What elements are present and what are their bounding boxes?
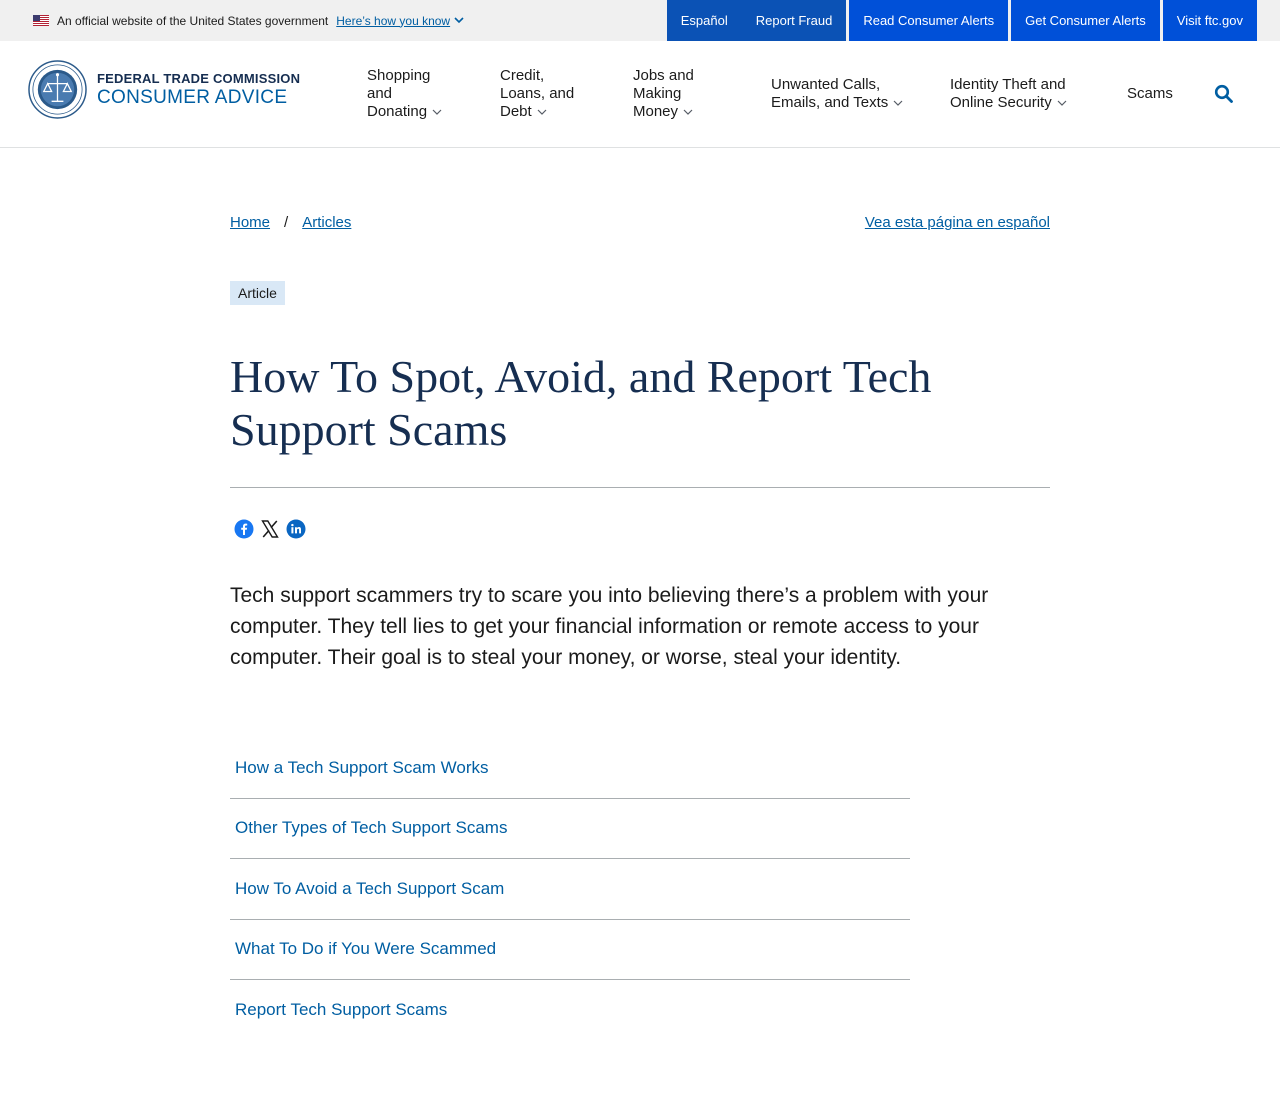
nav-item-label: Jobs and Making Money [633,67,694,120]
breadcrumb [230,214,351,231]
breadcrumb-separator: / [284,214,289,231]
toc-item [230,799,910,860]
heres-how-you-know-link[interactable] [336,14,464,28]
breadcrumb-home[interactable]: Home [230,214,271,231]
logo-agency-name: FEDERAL TRADE COMMISSION [97,70,301,86]
nav-item-label: Unwanted Calls, Emails, and Texts [771,76,889,111]
utility-link-get-consumer-alerts[interactable]: Get Consumer Alerts [1011,0,1160,41]
gov-banner-text: An official website of the United States government [57,13,329,28]
toc-link-how-to-avoid[interactable]: How To Avoid a Tech Support Scam [235,878,505,898]
nav-item-label: Identity Theft and Online Security [950,76,1066,111]
nav-item-jobs-making-money[interactable] [633,67,743,121]
page-title: How To Spot, Avoid, and Report Tech Support Scams [230,351,932,455]
nav-item-label: Credit, Loans, and Debt [500,67,575,120]
toc-item [230,920,910,981]
x-twitter-icon[interactable] [260,519,280,539]
breadcrumb-articles[interactable]: Articles [302,214,352,231]
spanish-version-link[interactable]: Vea esta página en español [864,214,1050,231]
utility-nav [667,0,1257,41]
toc-link-other-types[interactable]: Other Types of Tech Support Scams [235,818,508,838]
nav-item-identity-theft[interactable] [950,76,1100,112]
table-of-contents [230,738,910,1041]
toc-link-how-scam-works[interactable]: How a Tech Support Scam Works [235,757,489,777]
nav-item-shopping-donating[interactable] [367,67,477,121]
utility-link-report-fraud[interactable]: Report Fraud [742,0,847,41]
share-links [234,519,312,539]
toc-item [230,859,910,920]
chevron-down-icon [432,109,442,115]
chevron-down-icon [1057,100,1067,106]
heres-how-you-know-label: Here’s how you know [336,13,451,28]
utility-link-visit-ftc[interactable]: Visit ftc.gov [1163,0,1257,41]
gov-banner-left [33,0,464,41]
gov-banner [0,0,1280,41]
toc-item [230,980,910,1041]
main-nav [0,41,1280,148]
utility-group [667,0,847,41]
toc-item [230,738,910,799]
linkedin-icon[interactable] [286,519,306,539]
utility-link-read-consumer-alerts[interactable]: Read Consumer Alerts [849,0,1008,41]
nav-item-credit-loans-debt[interactable] [500,67,610,121]
chevron-down-icon [537,109,547,115]
us-flag-icon [33,15,49,26]
nav-item-label: Shopping and Donating [367,67,431,120]
chevron-down-icon [683,109,693,115]
article-intro: Tech support scammers try to scare you into believing there’s a problem with your computer. They tell lies to get your financial information or remote access to your computer. Their goal is to steal your money, or worse, steal your identity. [230,584,989,669]
utility-link-espanol[interactable]: Español [667,0,742,41]
toc-link-what-to-do[interactable]: What To Do if You Were Scammed [235,939,497,959]
nav-item-scams[interactable]: Scams [1127,85,1173,102]
logo-site-name: CONSUMER ADVICE [97,86,288,108]
nav-item-unwanted-calls[interactable] [771,76,931,112]
title-divider [230,487,1050,488]
chevron-down-icon [454,17,464,24]
facebook-icon[interactable] [234,519,254,539]
chevron-down-icon [893,100,903,106]
toc-link-report[interactable]: Report Tech Support Scams [235,1000,448,1020]
search-icon[interactable] [1214,84,1234,104]
content-type-badge: Article [230,281,285,305]
site-header [0,41,1280,148]
